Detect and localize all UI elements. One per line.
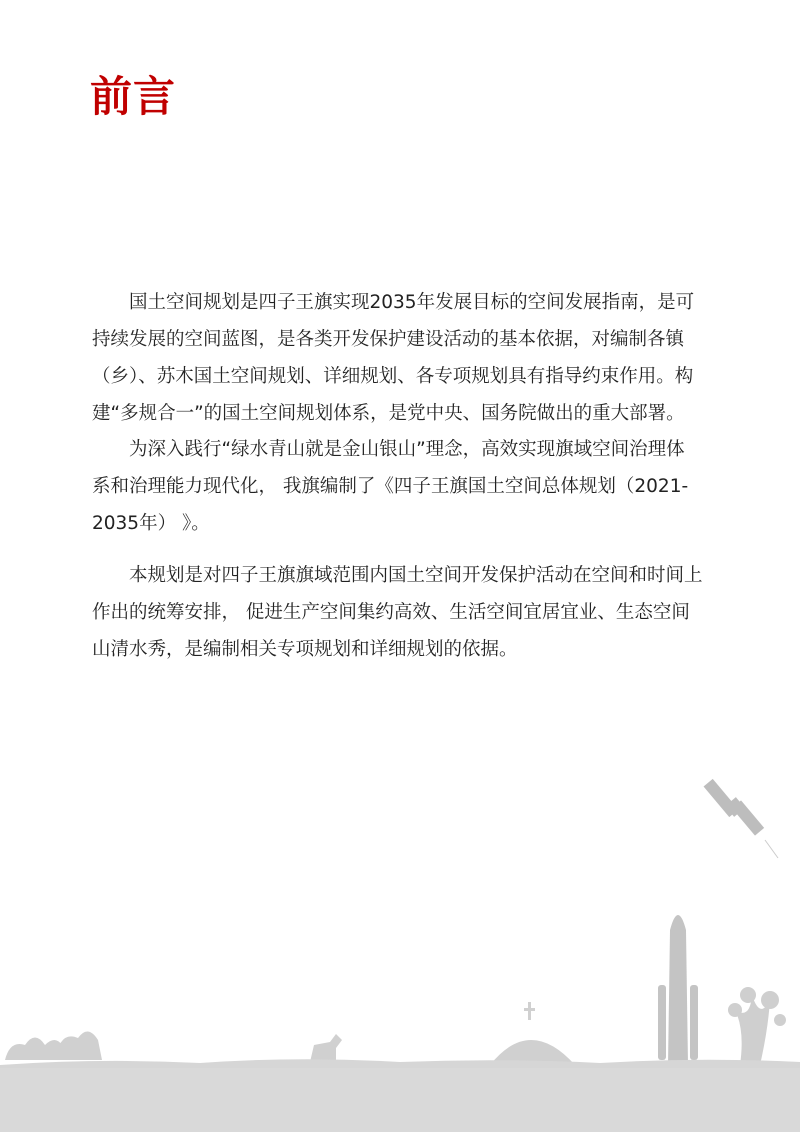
satellite-icon	[704, 779, 778, 858]
domed-building-icon	[490, 1002, 575, 1065]
text-line: 山清水秀，是编制相关专项规划和详细规划的依据。	[92, 639, 518, 660]
tree-icon	[728, 987, 786, 1065]
paragraph-1	[92, 288, 732, 436]
text-line: （乡）、苏木国土空间规划、详细规划、各专项规划具有指导约束作用。构	[92, 366, 694, 387]
paragraph-2	[92, 435, 732, 546]
text-line: 建“多规合一”的国土空间规划体系，是党中央、国务院做出的重大部署。	[92, 403, 685, 424]
ground-band	[0, 1068, 800, 1132]
text-line: 国土空间规划是四子王旗实现2035年发展目标的空间发展指南，是可	[92, 292, 695, 313]
page-title: 前言	[90, 72, 177, 121]
camels-icon	[5, 1031, 102, 1060]
preface-body	[92, 288, 732, 672]
text-line: 为深入践行“绿水青山就是金山银山”理念，高效实现旗域空间治理体	[92, 439, 685, 460]
text-line: 2035年） 》。	[92, 513, 210, 534]
text-line: 持续发展的空间蓝图，是各类开发保护建设活动的基本依据，对编制各镇	[92, 329, 685, 350]
text-line: 系和治理能力现代化， 我旗编制了《四子王旗国土空间总体规划（2021-	[92, 476, 689, 497]
paragraph-3	[92, 561, 732, 672]
skyline-illustration	[0, 760, 800, 1132]
text-line: 作出的统筹安排， 促进生产空间集约高效、生活空间宜居宜业、生态空间	[92, 602, 690, 623]
horse-icon	[310, 1034, 342, 1062]
rocket-icon	[658, 915, 698, 1065]
text-line: 本规划是对四子王旗旗域范围内国土空间开发保护活动在空间和时间上	[92, 565, 703, 586]
